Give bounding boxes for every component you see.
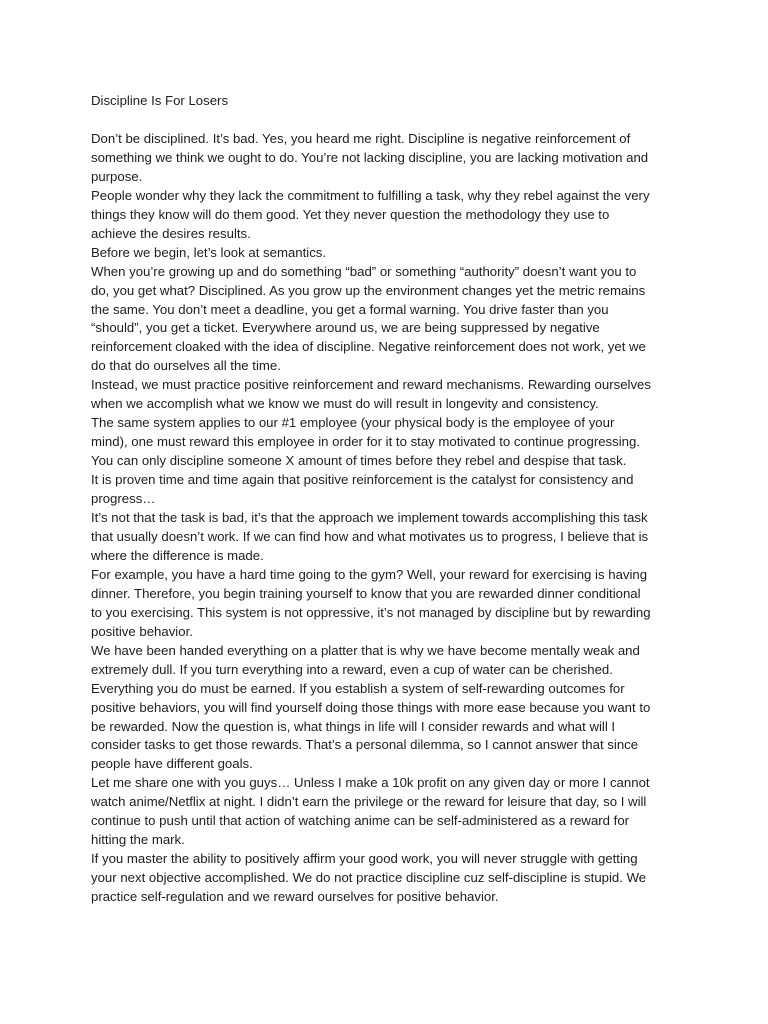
paragraph-6: The same system applies to our #1 employee (your physical body is the employee of your mind), one must reward this employee in order for it to stay motivated to continue progressing. You can only discipline someone X amount of times before they rebel and despise that task. bbox=[91, 415, 641, 469]
document-body bbox=[91, 92, 685, 907]
paragraph-7: It is proven time and time again that positive reinforcement is the catalyst for consistency and progress… bbox=[91, 472, 634, 507]
paragraph-1: Don’t be disciplined. It’s bad. Yes, you heard me right. Discipline is negative reinforcement of something we think we ought to do. You’re not lacking discipline, you are lacking motivation and purpose. bbox=[91, 130, 649, 184]
paragraph-9: For example, you have a hard time going to the gym? Well, your reward for exercising is having dinner. Therefore, you begin training yourself to know that you are rewarded dinner conditional to you exercising. This system is not oppressive, it’s not managed by discipline but by rewarding positive behavior. bbox=[91, 566, 651, 639]
paragraph-4: When you’re growing up and do something “bad” or something “authority” doesn’t want you to do, you get what? Disciplined. As you grow up the environment changes yet the metric remains the same. You don’t meet a deadline, you get a formal warning. You drive faster than you “should”, you get a ticket. Everywhere around us, we are being suppressed by negative reinforcement cloaked with the idea of discipline. Negative reinforcement does not work, yet we do that do ourselves all the time. bbox=[91, 263, 646, 374]
paragraph-2: People wonder why they lack the commitment to fulfilling a task, why they rebel against the very things they know will do them good. Yet they never question the methodology they use to achieve the desires results. bbox=[91, 187, 650, 241]
paragraph-5: Instead, we must practice positive reinforcement and reward mechanisms. Rewarding ourselves when we accomplish what we know we must do will result in longevity and consistency. bbox=[91, 377, 651, 412]
paragraph-10: We have been handed everything on a platter that is why we have become mentally weak and extremely dull. If you turn everything into a reward, even a cup of water can be cherished. Everything you do must be earned. If you establish a system of self-rewarding outcomes for positive behaviors, you will find yourself doing those things with more ease because you want to be rewarded. Now the question is, what things in life will I consider rewards and what will I consider tasks to get those rewards. That’s a personal dilemma, so I cannot answer that since people have different goals. bbox=[91, 642, 651, 772]
paragraph-8: It’s not that the task is bad, it’s that the approach we implement towards accomplishing this task that usually doesn’t work. If we can find how and what motivates us to progress, I believe that is where the difference is made. bbox=[91, 510, 649, 563]
paragraph-3: Before we begin, let’s look at semantics. bbox=[91, 244, 327, 260]
paragraph-11: Let me share one with you guys… Unless I make a 10k profit on any given day or more I cannot watch anime/Netflix at night. I didn’t earn the privilege or the reward for leisure that day, so I will continue to push until that action of watching anime can be self-administered as a reward for hitting the mark. bbox=[91, 775, 650, 848]
document-title: Discipline Is For Losers bbox=[91, 93, 229, 108]
paragraph-12: If you master the ability to positively affirm your good work, you will never struggle with getting your next objective accomplished. We do not practice discipline cuz self-discipline is stupid. We practice self-regulation and we reward ourselves for positive behavior. bbox=[91, 851, 647, 905]
